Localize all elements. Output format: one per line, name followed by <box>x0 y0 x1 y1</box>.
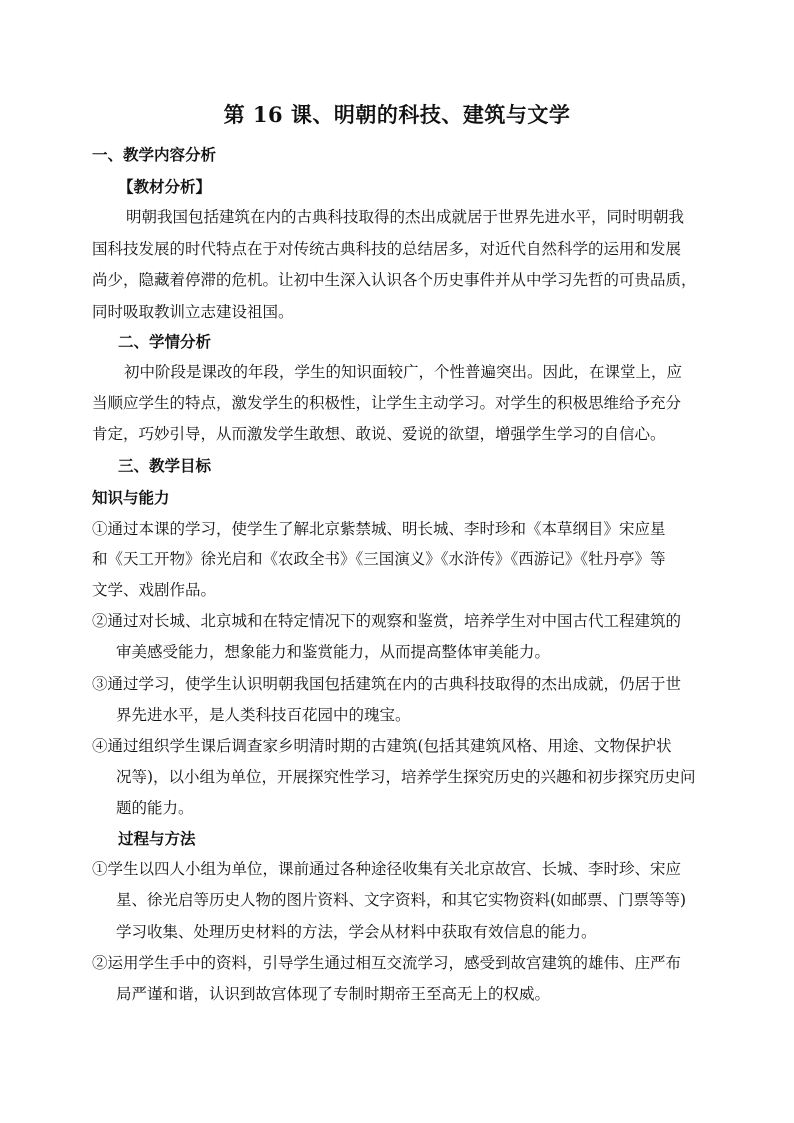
list-item-line: ②通过对长城、北京城和在特定情况下的观察和鉴赏，培养学生对中国古代工程建筑的 <box>92 612 682 630</box>
list-item-line: 和《天工开物》徐光启和《农政全书》《三国演义》《水浒传》《西游记》《牡丹亭》等 <box>92 550 666 568</box>
list-item-line: 学习收集、处理历史材料的方法，学会从材料中获取有效信息的能力。 <box>116 923 597 941</box>
list-item-line: ④通过组织学生课后调查家乡明清时期的古建筑(包括其建筑风格、用途、文物保护状 <box>92 737 672 755</box>
paragraph-line: 肯定，巧妙引导，从而激发学生敢想、敢说、爱说的欲望，增强学生学习的自信心。 <box>92 425 666 443</box>
list-item-line: ③通过学习，使学生认识明朝我国包括建筑在内的古典科技取得的杰出成就，仍居于世 <box>92 675 682 693</box>
list-item-line: ②运用学生手中的资料，引导学生通过相互交流学习，感受到故宫建筑的雄伟、庄严布 <box>92 954 682 972</box>
section-heading-content-analysis: 一、教学内容分析 <box>92 145 217 164</box>
paragraph-line: 尚少，隐藏着停滞的危机。让初中生深入认识各个历史事件并从中学习先哲的可贵品质， <box>92 271 697 289</box>
list-item-line: 界先进水平，是人类科技百花园中的瑰宝。 <box>116 706 411 724</box>
paragraph-line: 同时吸取教训立志建设祖国。 <box>92 303 294 321</box>
subheading-textbook-analysis: 【教材分析】 <box>118 177 212 196</box>
section-heading-student-analysis: 二、学情分析 <box>118 332 212 351</box>
list-item-line: 文学、戏剧作品。 <box>92 581 217 599</box>
list-item-line: 星、徐光启等历史人物的图片资料、文字资料，和其它实物资料(如邮票、门票等等) <box>116 891 687 909</box>
list-item-line: 题的能力。 <box>116 799 194 817</box>
page-title: 第 16 课、明朝的科技、建筑与文学 <box>223 102 571 127</box>
list-item-line: 局严谨和谐，认识到故宫体现了专制时期帝王至高无上的权威。 <box>116 985 551 1003</box>
paragraph-line: 初中阶段是课改的年段，学生的知识面较广，个性普遍突出。因此，在课堂上，应 <box>124 363 683 381</box>
subheading-knowledge-ability: 知识与能力 <box>92 488 170 507</box>
list-item-line: ①通过本课的学习，使学生了解北京紫禁城、明长城、李时珍和《本草纲目》宋应星 <box>92 520 666 538</box>
list-item-line: 审美感受能力，想象能力和鉴赏能力，从而提高整体审美能力。 <box>116 643 551 661</box>
list-item-line: ①学生以四人小组为单位，课前通过各种途径收集有关北京故宫、长城、李时珍、宋应 <box>92 860 682 878</box>
subheading-process-method: 过程与方法 <box>118 829 196 848</box>
paragraph-line: 国科技发展的时代特点在于对传统古典科技的总结居多，对近代自然科学的运用和发展 <box>92 240 682 258</box>
list-item-line: 况等)，以小组为单位，开展探究性学习，培养学生探究历史的兴趣和初步探究历史问 <box>116 768 696 786</box>
section-heading-teaching-goals: 三、教学目标 <box>118 456 212 475</box>
paragraph-line: 当顺应学生的特点，激发学生的积极性，让学生主动学习。对学生的积极思维给予充分 <box>92 394 682 412</box>
paragraph-line: 明朝我国包括建筑在内的古典科技取得的杰出成就居于世界先进水平，同时明朝我 <box>126 208 685 226</box>
